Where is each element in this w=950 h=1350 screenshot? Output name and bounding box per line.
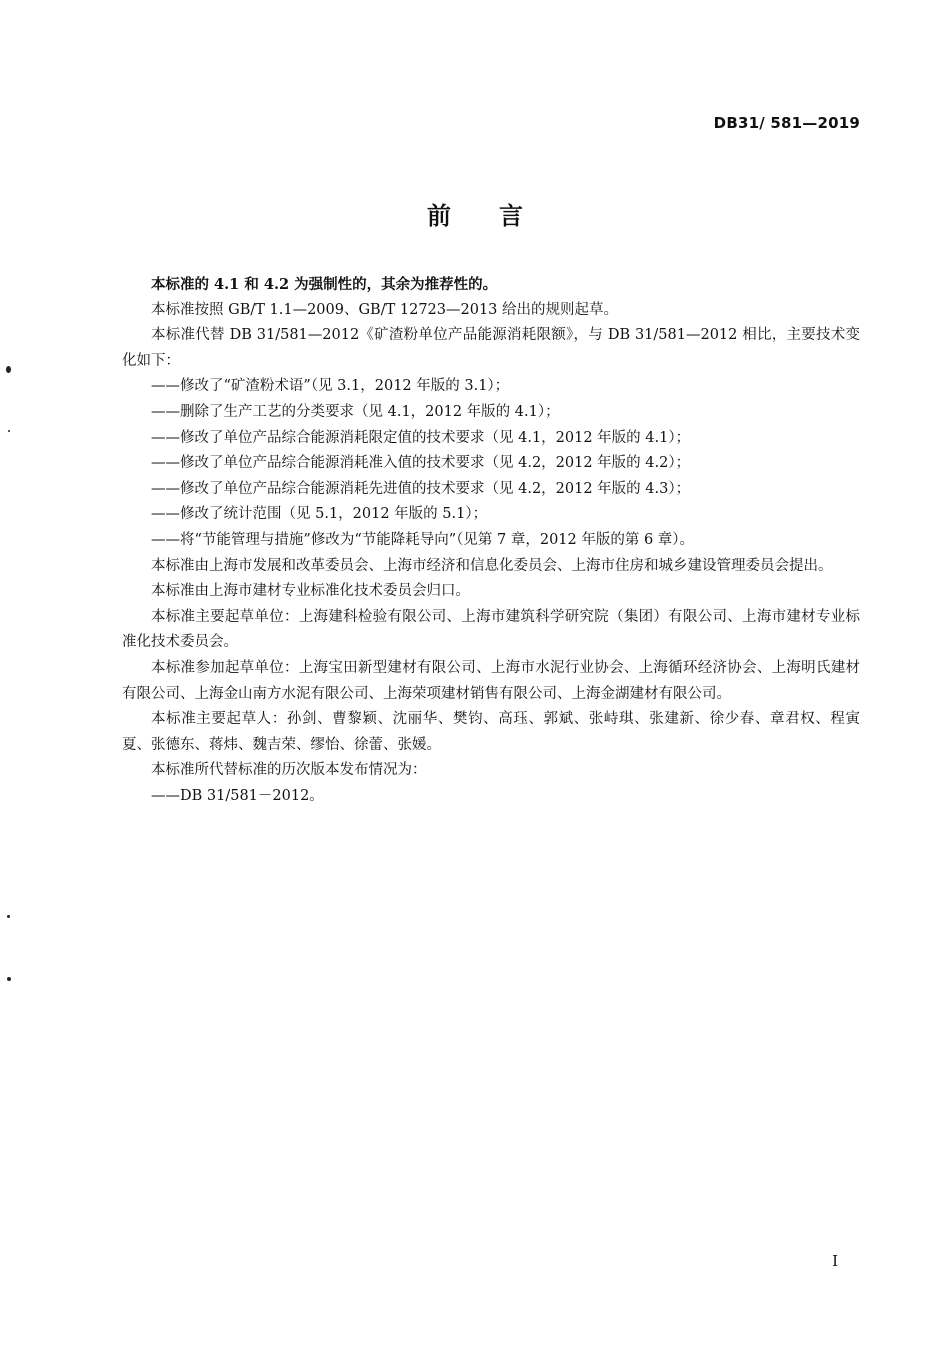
paragraph-administered-by: 本标准由上海市建材专业标准化技术委员会归口。 <box>151 583 470 600</box>
change-item: ——将“节能管理与措施”修改为“节能降耗导向”（见第 7 章，2012 年版的第 6 章）。 <box>151 531 695 548</box>
paragraph-replacement: 本标准代替 DB 31/581—2012《矿渣粉单位产品能源消耗限额》，与 DB 31/581—2012 相比，主要技术变化如下： <box>122 327 860 369</box>
section-title: 前言 <box>427 202 571 230</box>
scan-speck <box>7 977 11 981</box>
page-number: I <box>832 1252 838 1270</box>
paragraph-drafting-rules: 本标准按照 GB/T 1.1—2009、GB/T 12723—2013 给出的规则起草。 <box>151 301 619 318</box>
version-history-item: ——DB 31/581－2012。 <box>151 787 324 804</box>
paragraph-main-drafters: 本标准主要起草人：孙剑、曹黎颖、沈丽华、樊钧、高珏、郭斌、张峙琪、张建新、徐少春、章君权、程寅夏、张德东、蒋炜、魏吉荣、缪怡、徐蕾、张媛。 <box>122 711 860 753</box>
change-item: ——修改了单位产品综合能源消耗先进值的技术要求（见 4.2，2012 年版的 4.3）； <box>151 480 691 497</box>
paragraph-mandatory-clauses: 本标准的 4.1 和 4.2 为强制性的，其余为推荐性的。 <box>151 276 498 293</box>
change-item: ——删除了生产工艺的分类要求（见 4.1，2012 年版的 4.1）； <box>151 403 560 420</box>
paragraph-participating-units: 本标准参加起草单位：上海宝田新型建材有限公司、上海市水泥行业协会、上海循环经济协会、上海明氏建材有限公司、上海金山南方水泥有限公司、上海荣项建材销售有限公司、上海金湖建材有限公司。 <box>122 659 860 702</box>
preface-body <box>122 272 860 809</box>
paragraph-version-history: 本标准所代替标准的历次版本发布情况为： <box>151 762 427 779</box>
scan-speck <box>8 430 10 432</box>
change-item: ——修改了单位产品综合能源消耗限定值的技术要求（见 4.1，2012 年版的 4.1）； <box>151 429 691 446</box>
change-item: ——修改了单位产品综合能源消耗准入值的技术要求（见 4.2，2012 年版的 4.2）； <box>151 455 691 472</box>
document-code: DB31/ 581—2019 <box>713 114 860 132</box>
scan-speck <box>6 366 11 373</box>
change-item: ——修改了“矿渣粉术语”（见 3.1，2012 年版的 3.1）； <box>151 378 510 395</box>
change-item: ——修改了统计范围（见 5.1，2012 年版的 5.1）； <box>151 506 488 523</box>
scan-speck <box>7 915 10 918</box>
paragraph-proposed-by: 本标准由上海市发展和改革委员会、上海市经济和信息化委员会、上海市住房和城乡建设管理委员会提出。 <box>151 557 833 574</box>
paragraph-main-drafting-units: 本标准主要起草单位：上海建科检验有限公司、上海市建筑科学研究院（集团）有限公司、上海市建材专业标准化技术委员会。 <box>122 608 860 651</box>
